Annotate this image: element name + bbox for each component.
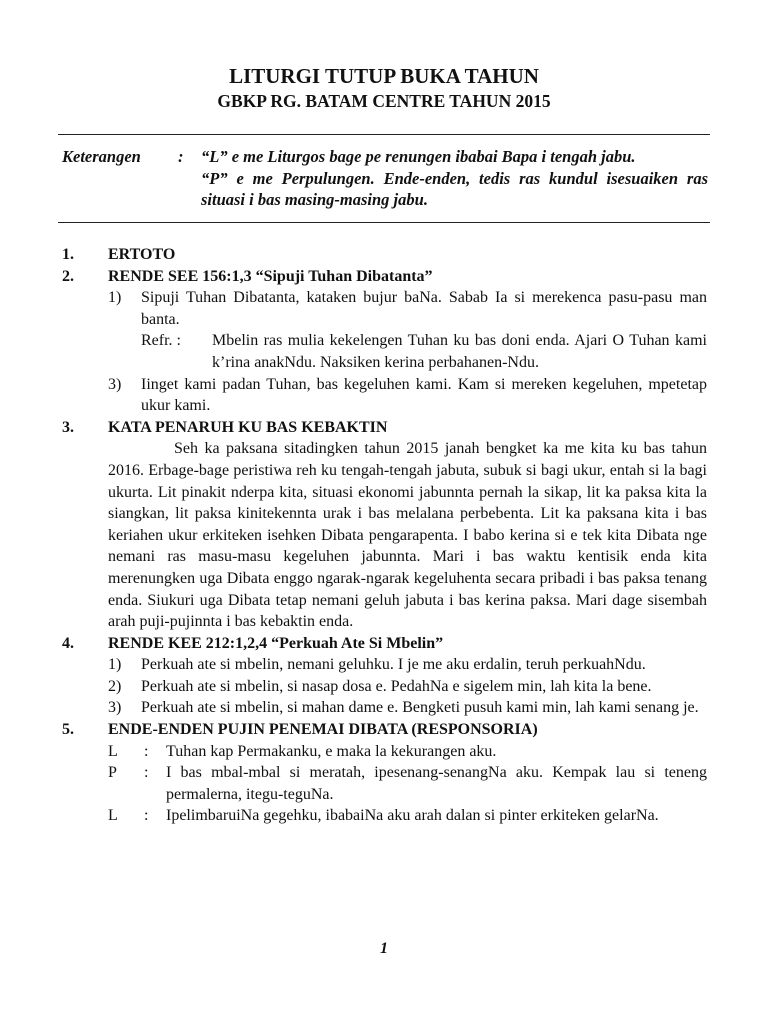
keterangan-line-2: “P” e me Perpulungen. Ende-enden, tedis ras kundul isesuaiken ras situasi i bas masing-masing jabu.	[201, 168, 708, 209]
section-number: 3.	[62, 418, 74, 436]
keterangan-line-1: “L” e me Liturgos bage pe renungen ibabai Bapa i tengah jabu.	[201, 147, 636, 166]
section-number: 5.	[62, 721, 74, 739]
verse-item	[0, 374, 768, 417]
response-line	[0, 741, 768, 763]
section-ertoto	[0, 244, 768, 266]
liturgy-body	[0, 244, 768, 827]
section-responsoria	[0, 719, 768, 827]
speaker-colon: :	[144, 764, 149, 782]
refrain	[0, 330, 768, 373]
verse-number: 2)	[108, 677, 122, 695]
speaker-label: L	[108, 742, 118, 760]
section-title: RENDE KEE 212:1,2,4 “Perkuah Ate Si Mbelin”	[108, 634, 444, 652]
refrain-label: Refr. :	[141, 332, 181, 350]
section-rende-kee	[0, 633, 768, 719]
verse-number: 3)	[108, 699, 122, 717]
speaker-colon: :	[144, 807, 149, 825]
keterangan-text	[201, 146, 708, 211]
verse-text: Sipuji Tuhan Dibatanta, kataken bujur baNa. Sabab Ia si merekenca pasu-pasu man banta.	[141, 289, 707, 328]
document-title: LITURGI TUTUP BUKA TAHUN	[229, 64, 539, 88]
top-divider	[58, 134, 710, 135]
page-number: 1	[380, 940, 388, 957]
verse-number: 1)	[108, 289, 122, 307]
section-number: 4.	[62, 634, 74, 652]
response-line	[0, 805, 768, 827]
section-kata-penaruh	[0, 417, 768, 633]
section-number: 1.	[62, 246, 74, 263]
response-line	[0, 762, 768, 805]
refrain-text: Mbelin ras mulia kekelengen Tuhan ku bas doni enda. Ajari O Tuhan kami k’rina anakNdu. Naksiken kerina perbahanen-Ndu.	[212, 332, 707, 371]
verse-item	[0, 676, 768, 698]
verse-number: 3)	[108, 375, 122, 393]
section-rende-see	[0, 266, 768, 417]
document-subtitle: GBKP RG. BATAM CENTRE TAHUN 2015	[217, 91, 551, 111]
verse-item	[0, 654, 768, 676]
section-paragraph: Seh ka paksana sitadingken tahun 2015 janah bengket ka me kita ku bas tahun 2016. Erbage-bage peristiwa reh ku tengah-tengah jabuta, subuk si bagi ukur, entah si la bagi ukurta. Lit pinakit nderpa kita, situasi ekonomi jabunnta pernah la sikap, lit ka paksa kita la siangkan, lit paksa kinitekennta urak i bas melalana perbebenta. Lit ka paksana kita i bas keriahen ukur erkiteken isehken Dibata pengarapenta. I babo kerina si e tek kita Dibata nge nemani ras masu-masu kegeluhen jabunnta. Mari i bas waktu kentisik enda kita merenungken uga Dibata enggo ngarak-ngarak kegeluhenta secara pribadi i bas paksa tenang enda. Siukuri uga Dibata tetap nemani geluh jabuta i bas kerina paksa. Mari dage sisembah arah puji-pujinnta i bas kebaktin enda.	[108, 440, 707, 631]
speaker-colon: :	[144, 742, 149, 760]
speaker-label: P	[108, 764, 117, 782]
verse-text: Perkuah ate si mbelin, nemani geluhku. I je me aku erdalin, teruh perkuahNdu.	[141, 656, 646, 674]
verse-item	[0, 697, 768, 719]
keterangan-label: Keterangen	[62, 147, 141, 166]
verse-item	[0, 287, 768, 330]
speaker-label: L	[108, 807, 118, 825]
bottom-divider	[58, 222, 710, 223]
section-title: RENDE SEE 156:1,3 “Sipuji Tuhan Dibatanta”	[108, 267, 433, 285]
section-title: ERTOTO	[108, 246, 176, 263]
response-text: IpelimbaruiNa gegehku, ibabaiNa aku arah dalan si pinter erkiteken gelarNa.	[166, 807, 659, 825]
section-title: ENDE-ENDEN PUJIN PENEMAI DIBATA (RESPONSORIA)	[108, 721, 538, 739]
verse-number: 1)	[108, 656, 122, 674]
verse-text: Perkuah ate si mbelin, si mahan dame e. Bengketi pusuh kami min, lah kami senang je.	[141, 699, 699, 717]
verse-text: Iinget kami padan Tuhan, bas kegeluhen kami. Kam si mereken kegeluhen, mpetetap ukur kami.	[141, 375, 707, 415]
verse-text: Perkuah ate si mbelin, si nasap dosa e. PedahNa e sigelem min, lah kita la bene.	[141, 677, 652, 695]
response-text: I bas mbal-mbal si meratah, ipesenang-senangNa aku. Kempak lau si teneng permalerna, itegu-teguNa.	[166, 764, 707, 803]
keterangan-colon: :	[178, 147, 184, 166]
response-text: Tuhan kap Permakanku, e maka la kekurangen aku.	[166, 742, 497, 760]
section-title: KATA PENARUH KU BAS KEBAKTIN	[108, 418, 388, 436]
section-number: 2.	[62, 267, 74, 285]
